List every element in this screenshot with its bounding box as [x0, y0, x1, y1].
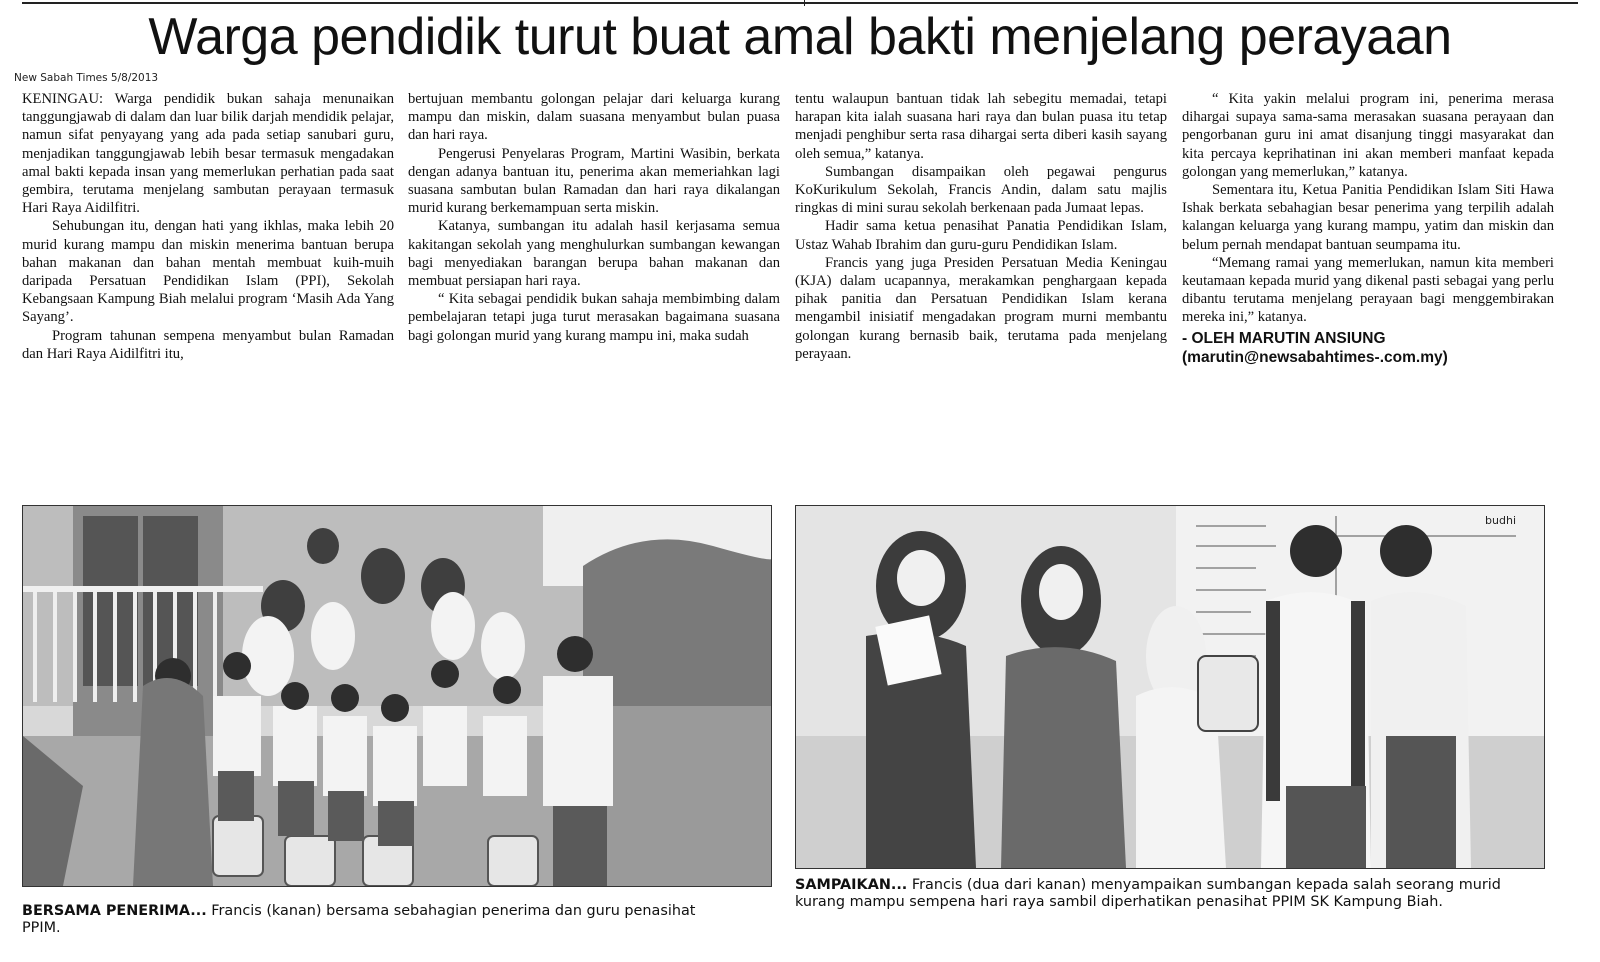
paragraph: Katanya, sumbangan itu adalah hasil kerjasama semua kakitangan sekolah yang menghulurkan sumbangan kewangan bagi menyediakan barangan berupa bahan makanan dan membuat persiapan hari raya.	[408, 218, 780, 290]
caption-lead: BERSAMA PENERIMA...	[22, 903, 207, 919]
paragraph: Pengerusi Penyelaras Program, Martini Wasibin, berkata dengan adanya bantuan itu, penerima akan memeriahkan lagi suasana sambutan bulan Ramadan dan hari raya dikalangan murid kurang berkemampuan serta miskin.	[408, 145, 780, 217]
paragraph: Sehubungan itu, dengan hati yang ikhlas, maka lebih 20 murid kurang mampu dan miskin menerima bantuan berupa bahan makanan dan bahan mentah membuat kuih-muih daripada Persatuan Pendidikan Islam (PPI), Sekolah Kebangsaan Kampung Biah melalui program ‘Masih Ada Yang Sayang’.	[22, 218, 394, 326]
column-1	[22, 90, 394, 500]
column-3	[795, 90, 1167, 500]
caption-lead: SAMPAIKAN...	[795, 877, 908, 893]
column-2	[408, 90, 780, 500]
top-rule	[22, 2, 1578, 4]
byline-email: (marutin@newsabahtimes-.com.my)	[1182, 348, 1448, 366]
paragraph: Program tahunan sempena menyambut bulan Ramadan dan Hari Raya Aidilfitri itu,	[22, 327, 394, 362]
column-4	[1182, 90, 1554, 500]
article-body	[0, 90, 1600, 500]
paragraph: “Memang ramai yang memerlukan, namun kita memberi keutamaan kepada murid yang dikenal pasti sebagai yang perlu dibantu terutama menjelang perayaan bagi menggembirakan mereka ini,” katanya.	[1182, 254, 1554, 326]
paragraph: Sementara itu, Ketua Panitia Pendidikan Islam Siti Hawa Ishak berkata sebahagian besar penerima yang terpilih adalah kalangan keluarga yang kurang mampu, yatim dan miskin dan belum pernah mendapat bantuan seumpama itu.	[1182, 182, 1554, 253]
paragraph: “ Kita yakin melalui program ini, penerima merasa dihargai supaya sama-sama merasakan suasana perayaan dan pengorbanan guru ini amat disanjung tinggi masyarakat dan kita percaya keprihatinan ini akan memberi manfaat kepada golongan yang memerlukan,” katanya.	[1182, 91, 1554, 180]
paragraph: Sumbangan disampaikan oleh pegawai pengurus KoKurikulum Sekolah, Francis Andin, dalam satu majlis ringkas di mini surau sekolah berkenaan pada Jumaat lepas.	[795, 163, 1167, 217]
caption-left	[22, 903, 722, 937]
paragraph: bertujuan membantu golongan pelajar dari keluarga kurang mampu dan miskin, dalam suasana menyambut bulan puasa dan hari raya.	[408, 91, 780, 144]
paragraph: “ Kita sebagai pendidik bukan sahaja membimbing dalam pembelajaran tetapi juga turut merasakan bagaimana suasana bagi golongan murid yang kurang mampu ini, maka sudah	[408, 291, 780, 344]
headline: Warga pendidik turut buat amal bakti menjelang perayaan	[148, 8, 1452, 66]
caption-text: Francis (dua dari kanan) menyampaikan sumbangan kepada salah seorang murid kurang mampu sempena hari raya sambil diperhatikan penasihat PPIM SK Kampung Biah.	[795, 877, 1501, 910]
paragraph: tentu walaupun bantuan tidak lah sebegitu memadai, tetapi harapan kita ialah suasana hari raya dan bulan puasa itu tetap menjadi penghibur serta rasa dihargai serta diberi kasih sayang oleh semua,” katanya.	[795, 91, 1167, 162]
caption-right	[795, 877, 1535, 911]
photo-recipients-image	[23, 506, 771, 886]
caption-text: Francis (kanan) bersama sebahagian penerima dan guru penasihat PPIM.	[22, 903, 696, 936]
photo-handover-image	[796, 506, 1544, 868]
source-label: New Sabah Times 5/8/2013	[14, 72, 159, 84]
paragraph: Hadir sama ketua penasihat Panatia Pendidikan Islam, Ustaz Wahab Ibrahim dan guru-guru Pendidikan Islam.	[795, 218, 1167, 253]
paragraph: Francis yang juga Presiden Persatuan Media Keningau (KJA) dalam ucapannya, merakamkan penghargaan kepada pihak panitia dan Persatuan Pendidikan Islam kerana mengambil inisiatif mengadakan program murni membantu golongan kurang bernasib baik, terutama pada menjelang perayaan.	[795, 254, 1167, 362]
paragraph: KENINGAU: Warga pendidik bukan sahaja menunaikan tanggungjawab di dalam dan luar bilik darjah mendidik pelajar, namun sifat penyayang yang ada pada setiap sanubari guru, menjadikan tanggungjawab lebih besar termasuk mengadakan amal bakti kepada insan yang memerlukan perhatian pada saat gembira, terutama menjelang sambutan perayaan termasuk Hari Raya Aidilfitri.	[22, 91, 394, 217]
byline-author: - OLEH MARUTIN ANSIUNG	[1182, 329, 1386, 347]
photo-handover	[795, 505, 1545, 869]
photo-recipients	[22, 505, 772, 887]
byline	[1182, 329, 1554, 367]
photo-credit: budhi	[1485, 514, 1516, 527]
